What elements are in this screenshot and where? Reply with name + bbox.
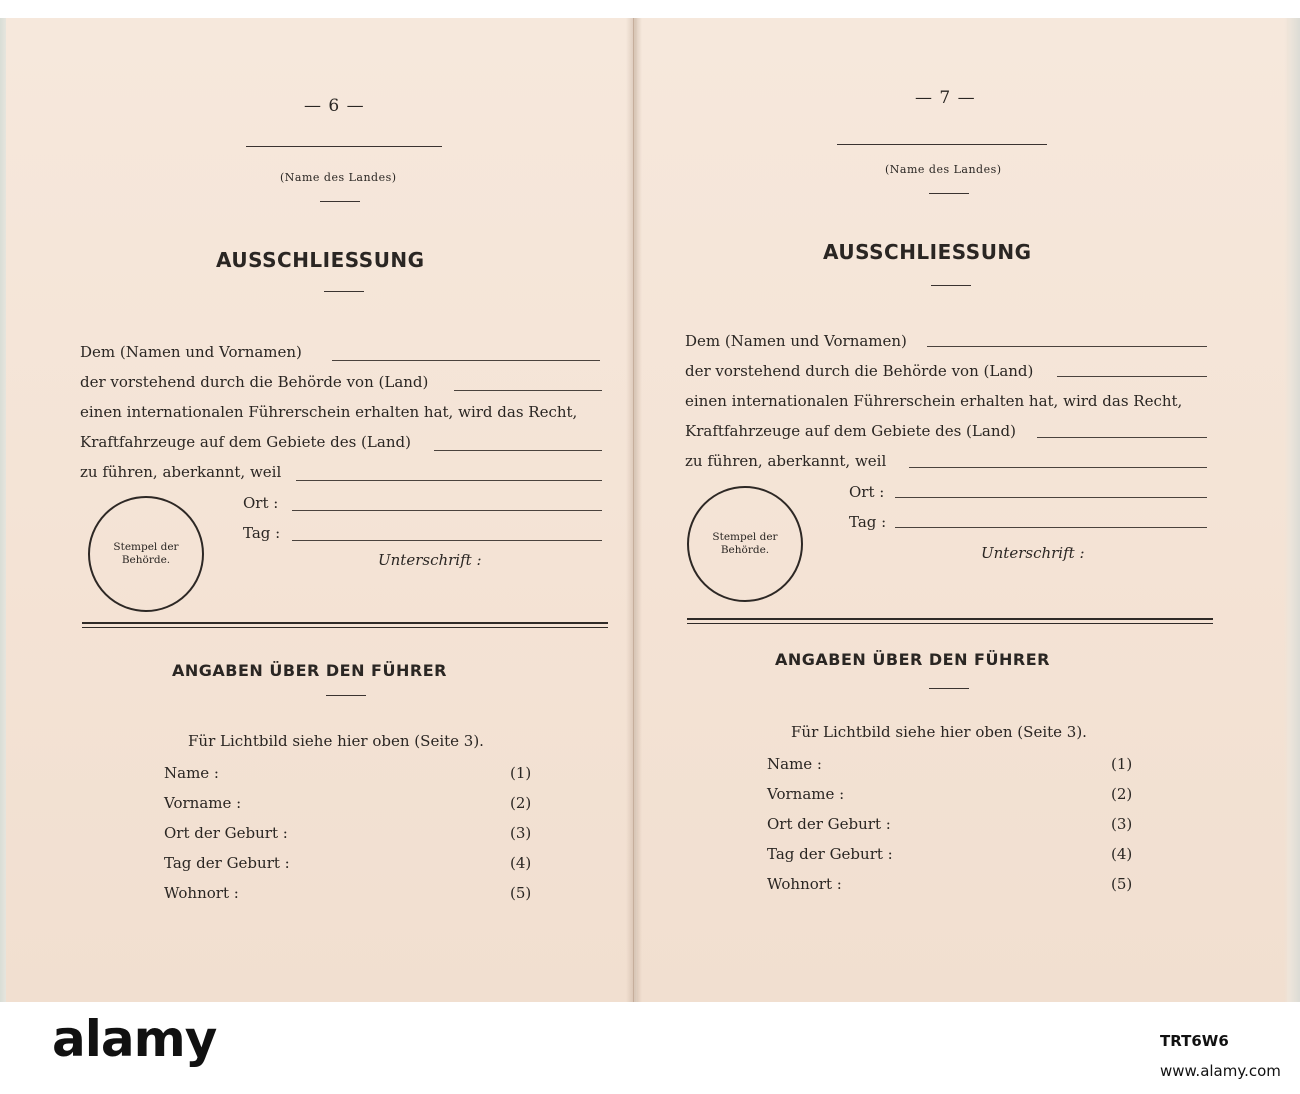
fill-line [895, 527, 1207, 528]
field-name: Name : [164, 764, 219, 782]
section-title-exclusion: AUSSCHLIESSUNG [823, 240, 1032, 264]
fill-line [1057, 376, 1207, 377]
field-number: (1) [510, 764, 532, 782]
short-divider [320, 201, 360, 202]
country-name-label: (Name des Landes) [885, 163, 1002, 176]
form-line-license: einen internationalen Führerschein erhalten hat, wird das Recht, [685, 392, 1183, 410]
form-line-territory: Kraftfahrzeuge auf dem Gebiete des (Land) [80, 433, 411, 451]
stamp-circle [88, 496, 204, 612]
date-label: Tag : [849, 513, 887, 531]
field-birthplace: Ort der Geburt : [164, 824, 288, 842]
fill-line [292, 540, 602, 541]
signature-label: Unterschrift : [378, 551, 482, 569]
alamy-logo: alamy [52, 1010, 217, 1068]
field-first-name: Vorname : [164, 794, 242, 812]
country-name-line [837, 144, 1047, 145]
form-line-reason: zu führen, aberkannt, weil [685, 452, 887, 470]
field-first-name: Vorname : [767, 785, 845, 803]
field-name: Name : [767, 755, 822, 773]
field-number: (3) [1111, 815, 1133, 833]
fill-line [1037, 437, 1207, 438]
short-divider [929, 193, 969, 194]
fill-line [927, 346, 1207, 347]
fill-line [292, 510, 602, 511]
field-number: (4) [1111, 845, 1133, 863]
form-line-territory: Kraftfahrzeuge auf dem Gebiete des (Land) [685, 422, 1016, 440]
signature-label: Unterschrift : [981, 544, 1085, 562]
country-name-label: (Name des Landes) [280, 171, 397, 184]
section-title-exclusion: AUSSCHLIESSUNG [216, 248, 425, 272]
date-label: Tag : [243, 524, 281, 542]
fill-line [296, 480, 602, 481]
booklet-spread [0, 18, 1300, 1002]
photo-note: Für Lichtbild siehe hier oben (Seite 3). [188, 732, 484, 750]
short-divider [326, 695, 366, 696]
country-name-line [246, 146, 442, 147]
field-residence: Wohnort : [767, 875, 842, 893]
place-label: Ort : [243, 494, 279, 512]
short-divider [324, 291, 364, 292]
field-number: (4) [510, 854, 532, 872]
booklet-gutter [626, 18, 642, 1002]
place-label: Ort : [849, 483, 885, 501]
left-page [6, 18, 634, 1002]
field-number: (5) [1111, 875, 1133, 893]
fill-line [434, 450, 602, 451]
field-birthdate: Tag der Geburt : [767, 845, 893, 863]
short-divider [931, 285, 971, 286]
booklet-right-edge [1284, 18, 1300, 1002]
fill-line [332, 360, 600, 361]
form-line-name: Dem (Namen und Vornamen) [685, 332, 907, 350]
field-residence: Wohnort : [164, 884, 239, 902]
fill-line [454, 390, 602, 391]
fill-line [895, 497, 1207, 498]
page-number: — 6 — [304, 96, 365, 116]
site-url: www.alamy.com [1160, 1062, 1281, 1080]
field-number: (1) [1111, 755, 1133, 773]
form-line-authority: der vorstehend durch die Behörde von (Land) [685, 362, 1034, 380]
fill-line [909, 467, 1207, 468]
section-title-driver: ANGABEN ÜBER DEN FÜHRER [775, 650, 1050, 669]
double-rule [687, 618, 1213, 624]
section-title-driver: ANGABEN ÜBER DEN FÜHRER [172, 661, 447, 680]
right-page [637, 18, 1287, 1002]
form-line-authority: der vorstehend durch die Behörde von (Land) [80, 373, 429, 391]
image-id: TRT6W6 [1160, 1032, 1229, 1050]
stamp-text: Stempel der Behörde. [113, 541, 179, 566]
stamp-text: Stempel der Behörde. [712, 531, 778, 556]
double-rule [82, 622, 608, 628]
short-divider [929, 688, 969, 689]
photo-note: Für Lichtbild siehe hier oben (Seite 3). [791, 723, 1087, 741]
form-line-reason: zu führen, aberkannt, weil [80, 463, 282, 481]
form-line-name: Dem (Namen und Vornamen) [80, 343, 302, 361]
field-number: (2) [510, 794, 532, 812]
field-number: (5) [510, 884, 532, 902]
field-number: (2) [1111, 785, 1133, 803]
field-number: (3) [510, 824, 532, 842]
stamp-circle [687, 486, 803, 602]
field-birthdate: Tag der Geburt : [164, 854, 290, 872]
form-line-license: einen internationalen Führerschein erhalten hat, wird das Recht, [80, 403, 578, 421]
field-birthplace: Ort der Geburt : [767, 815, 891, 833]
page-number: — 7 — [915, 88, 976, 108]
